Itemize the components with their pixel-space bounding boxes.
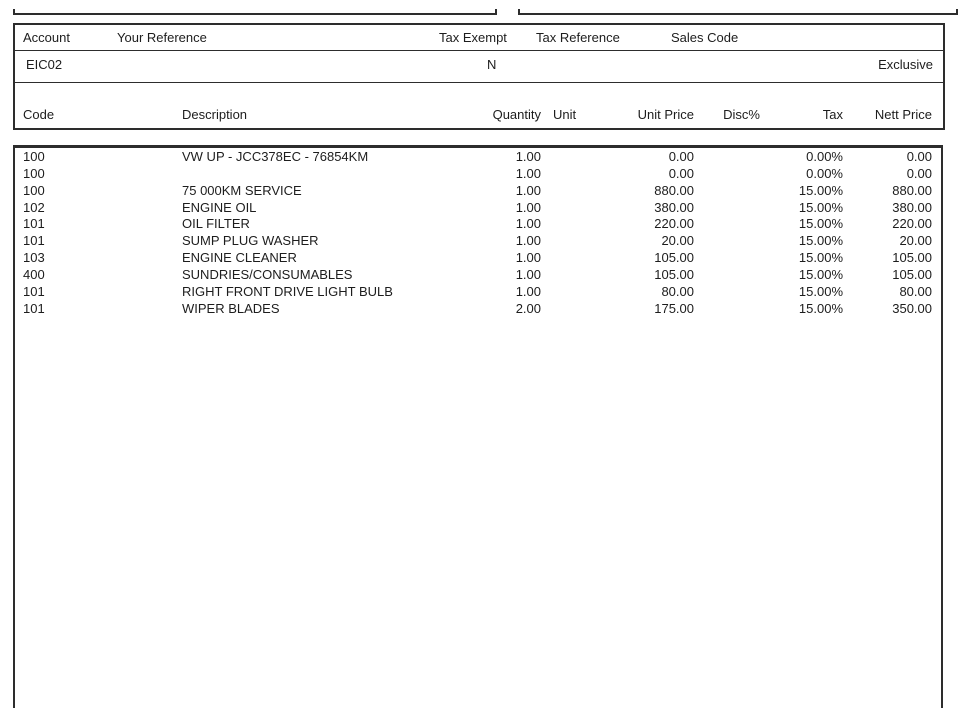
item-tax: 0.00% — [806, 165, 843, 181]
item-row — [15, 284, 941, 301]
item-quantity: 1.00 — [515, 283, 541, 299]
item-unit — [541, 250, 586, 267]
item-code: 103 — [23, 250, 45, 266]
item-unit-price: 80.00 — [661, 283, 694, 299]
item-code: 101 — [23, 216, 45, 232]
item-unit-price: 0.00 — [668, 149, 694, 164]
quantity-column-header: Quantity — [492, 107, 541, 122]
item-disc — [694, 216, 760, 233]
item-row — [15, 149, 941, 166]
item-disc — [694, 200, 760, 217]
your-reference-label: Your Reference — [117, 30, 207, 45]
item-row — [15, 166, 941, 183]
item-tax: 0.00% — [806, 149, 843, 164]
upper-left-box-bottom-edge — [13, 9, 497, 15]
item-code: 400 — [23, 266, 45, 282]
item-nett-price: 80.00 — [899, 283, 932, 299]
item-disc — [694, 284, 760, 301]
item-unit-price: 175.00 — [654, 300, 694, 316]
item-row — [15, 183, 941, 200]
item-code: 100 — [23, 165, 45, 181]
item-tax: 15.00% — [798, 233, 843, 249]
item-unit — [541, 200, 586, 217]
item-unit — [541, 267, 586, 284]
item-quantity: 1.00 — [515, 266, 541, 282]
item-tax: 15.00% — [798, 283, 843, 299]
item-tax: 15.00% — [798, 300, 843, 316]
item-unit — [541, 233, 586, 250]
item-quantity: 1.00 — [515, 233, 541, 249]
item-disc — [694, 149, 760, 166]
item-quantity: 1.00 — [515, 149, 541, 164]
item-code: 101 — [23, 283, 45, 299]
item-description: WIPER BLADES — [182, 300, 280, 316]
item-description: VW UP - JCC378EC - 76854KM — [182, 149, 369, 164]
item-unit-price: 105.00 — [654, 266, 694, 282]
item-description: OIL FILTER — [182, 216, 250, 232]
tax-exempt-value: N — [487, 57, 497, 72]
item-code: 101 — [23, 300, 45, 316]
item-unit-price: 20.00 — [661, 233, 694, 249]
meta-labels-row — [15, 25, 943, 51]
item-description: ENGINE OIL — [182, 199, 257, 215]
item-description: SUNDRIES/CONSUMABLES — [182, 266, 353, 282]
item-unit-price: 380.00 — [654, 199, 694, 215]
upper-right-box-bottom-edge — [518, 9, 958, 15]
item-code: 100 — [23, 149, 45, 164]
items-grid — [13, 145, 943, 708]
item-tax: 15.00% — [798, 250, 843, 266]
item-disc — [694, 183, 760, 200]
item-unit — [541, 166, 586, 183]
item-disc — [694, 250, 760, 267]
item-nett-price: 350.00 — [892, 300, 932, 316]
unit-price-column-header: Unit Price — [637, 107, 694, 122]
disc-column-header: Disc% — [723, 107, 760, 122]
item-disc — [694, 301, 760, 318]
item-nett-price: 20.00 — [899, 233, 932, 249]
item-description: 75 000KM SERVICE — [182, 182, 302, 198]
item-quantity: 1.00 — [515, 216, 541, 232]
item-nett-price: 0.00 — [906, 149, 932, 164]
unit-column-header: Unit — [553, 107, 577, 122]
item-quantity: 1.00 — [515, 165, 541, 181]
item-quantity: 2.00 — [515, 300, 541, 316]
item-row — [15, 301, 941, 318]
item-row — [15, 200, 941, 217]
item-nett-price: 880.00 — [892, 182, 932, 198]
item-nett-price: 0.00 — [906, 165, 932, 181]
item-description — [182, 166, 442, 183]
item-unit-price: 880.00 — [654, 182, 694, 198]
item-unit — [541, 149, 586, 166]
item-unit — [541, 301, 586, 318]
item-tax: 15.00% — [798, 182, 843, 198]
sales-code-label: Sales Code — [671, 30, 739, 45]
description-column-header: Description — [182, 107, 248, 122]
item-unit — [541, 183, 586, 200]
item-unit-price: 0.00 — [668, 165, 694, 181]
item-disc — [694, 267, 760, 284]
item-unit — [541, 216, 586, 233]
tax-exempt-label: Tax Exempt — [439, 30, 507, 45]
item-nett-price: 220.00 — [892, 216, 932, 232]
invoice-meta-panel — [13, 23, 945, 130]
item-description: ENGINE CLEANER — [182, 250, 297, 266]
item-description: RIGHT FRONT DRIVE LIGHT BULB — [182, 283, 393, 299]
tax-column-header: Tax — [822, 107, 843, 122]
item-disc — [694, 166, 760, 183]
item-tax: 15.00% — [798, 216, 843, 232]
item-unit — [541, 284, 586, 301]
item-unit-price: 220.00 — [654, 216, 694, 232]
item-unit-price: 105.00 — [654, 250, 694, 266]
item-row — [15, 233, 941, 250]
item-code: 100 — [23, 182, 45, 198]
item-code: 101 — [23, 233, 45, 249]
items-column-header-row — [15, 83, 943, 128]
item-row — [15, 216, 941, 233]
item-tax: 15.00% — [798, 266, 843, 282]
item-code: 102 — [23, 199, 45, 215]
item-description: SUMP PLUG WASHER — [182, 233, 319, 249]
item-disc — [694, 233, 760, 250]
tax-reference-label: Tax Reference — [536, 30, 620, 45]
item-nett-price: 105.00 — [892, 266, 932, 282]
account-value: EIC02 — [26, 57, 63, 72]
meta-values-row — [15, 51, 943, 83]
item-quantity: 1.00 — [515, 250, 541, 266]
nett-price-column-header: Nett Price — [874, 107, 932, 122]
code-column-header: Code — [23, 107, 55, 122]
item-nett-price: 380.00 — [892, 199, 932, 215]
item-quantity: 1.00 — [515, 199, 541, 215]
account-label: Account — [23, 30, 70, 45]
item-quantity: 1.00 — [515, 182, 541, 198]
item-row — [15, 267, 941, 284]
item-row — [15, 250, 941, 267]
items-rows — [15, 149, 941, 317]
item-tax: 15.00% — [798, 199, 843, 215]
price-mode-value: Exclusive — [878, 57, 933, 72]
item-nett-price: 105.00 — [892, 250, 932, 266]
